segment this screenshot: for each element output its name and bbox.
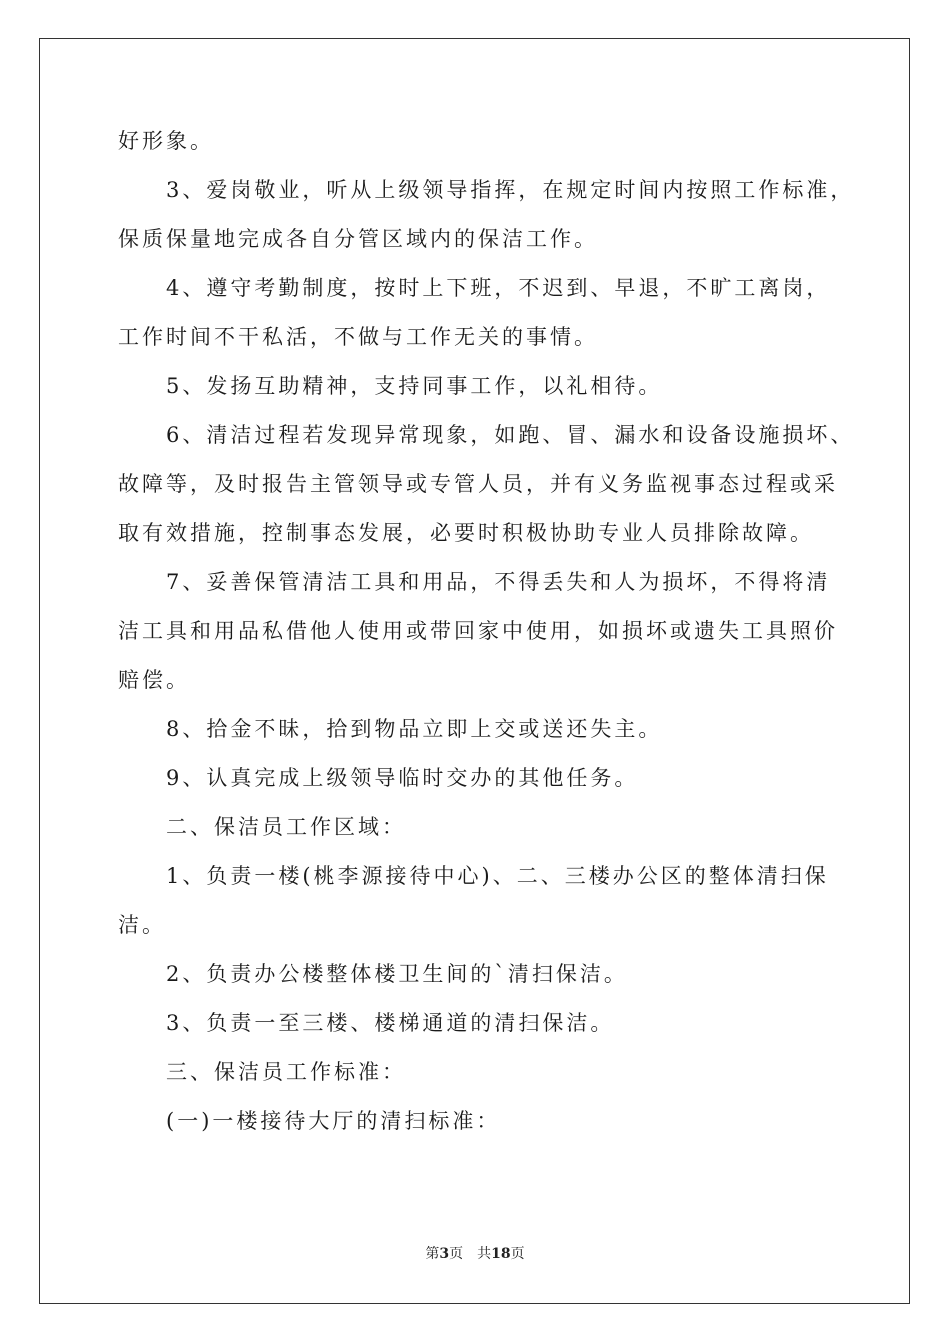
text-line: 1、负责一楼(桃李源接待中心)、二、三楼办公区的整体清扫保 <box>166 864 829 888</box>
text-line: 故障等，及时报告主管领导或专管人员，并有义务监视事态过程或采 <box>118 472 838 496</box>
text-line: 工作时间不干私活，不做与工作无关的事情。 <box>118 325 598 349</box>
text-line: 2、负责办公楼整体楼卫生间的`清扫保洁。 <box>166 962 628 986</box>
section-heading: 三、保洁员工作标准： <box>166 1060 406 1084</box>
total-prefix: 共 <box>477 1246 492 1262</box>
total-suffix: 页 <box>510 1246 525 1262</box>
text-line: 5、发扬互助精神，支持同事工作，以礼相待。 <box>166 374 663 398</box>
text-line: 7、妥善保管清洁工具和用品，不得丢失和人为损坏，不得将清 <box>166 570 831 594</box>
text-line: 8、拾金不昧，拾到物品立即上交或送还失主。 <box>166 717 663 741</box>
text-line: 3、爱岗敬业，听从上级领导指挥，在规定时间内按照工作标准， <box>166 178 855 202</box>
section-heading: 二、保洁员工作区域： <box>166 815 406 839</box>
text-line: 好形象。 <box>118 129 214 153</box>
text-line: 赔偿。 <box>118 668 190 692</box>
text-line: 9、认真完成上级领导临时交办的其他任务。 <box>166 766 639 790</box>
text-line: 3、负责一至三楼、楼梯通道的清扫保洁。 <box>166 1011 615 1035</box>
text-line: 4、遵守考勤制度，按时上下班，不迟到、早退，不旷工离岗， <box>166 276 831 300</box>
page-suffix: 页 <box>449 1246 464 1262</box>
text-line: 6、清洁过程若发现异常现象，如跑、冒、漏水和设备设施损坏、 <box>166 423 855 447</box>
page-number: 3 <box>439 1246 450 1262</box>
text-line: 取有效措施，控制事态发展，必要时积极协助专业人员排除故障。 <box>118 521 814 545</box>
text-line: 洁。 <box>118 913 166 937</box>
page-footer <box>0 1244 950 1264</box>
text-line: 洁工具和用品私借他人使用或带回家中使用，如损坏或遗失工具照价 <box>118 619 838 643</box>
page-prefix: 第 <box>425 1246 440 1262</box>
text-line: 保质保量地完成各自分管区域内的保洁工作。 <box>118 227 598 251</box>
total-pages: 18 <box>491 1246 511 1262</box>
subsection-heading: (一)一楼接待大厅的清扫标准： <box>166 1109 501 1133</box>
